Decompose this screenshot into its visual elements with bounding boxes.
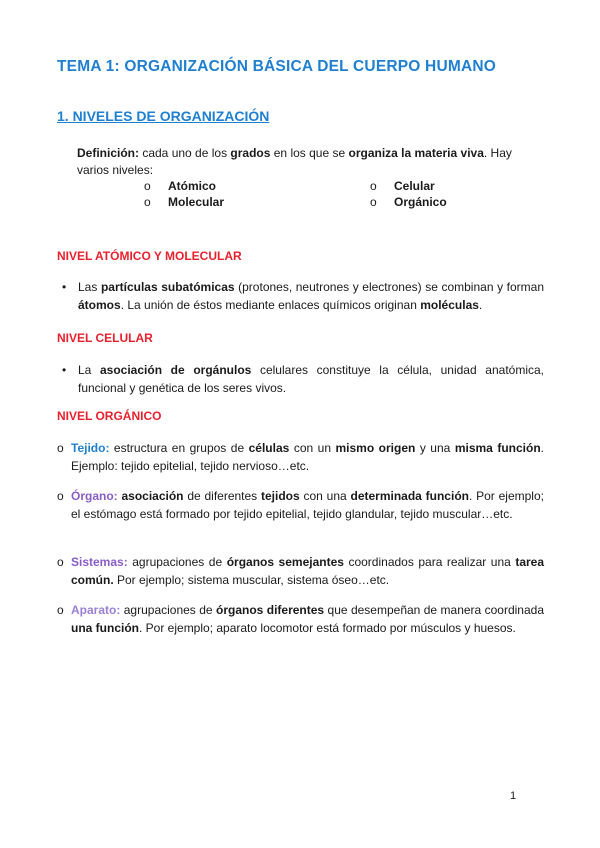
section-heading-organico: NIVEL ORGÁNICO [57,409,162,423]
level-label: Orgánico [394,195,447,209]
cellular-text: La asociación de orgánulos celulares constituye la célula, unidad anatómica, funcional y genética de los seres vivos. [78,363,545,395]
item-bullet: o [57,555,64,569]
aparato-text: Aparato: agrupaciones de órganos diferentes que desempeñan de manera coordinada una función. Por ejemplo; aparato locomotor está formado por músculos y huesos. [71,603,545,635]
level-bullet: o [144,179,151,193]
document-title: TEMA 1: ORGANIZACIÓN BÁSICA DEL CUERPO HUMANO [57,58,496,75]
item-bullet: o [57,489,64,503]
level-label: Atómico [168,179,216,193]
section-heading-atomico: NIVEL ATÓMICO Y MOLECULAR [57,249,242,263]
definition-text: cada uno de los [139,146,231,160]
cellular-bullet-item [62,361,544,397]
atomic-text: Las partículas subatómicas (protones, neutrones y electrones) se combinan y forman átomos. La unión de éstos mediante enlaces químicos originan moléculas. [78,280,544,312]
level-label: Molecular [168,195,225,209]
organic-item-sistemas [57,553,544,589]
section-heading-niveles: 1. NIVELES DE ORGANIZACIÓN [57,108,270,124]
definition-label: Definición: [77,146,139,160]
term-aparato: Aparato: [71,603,121,617]
definition-text: en los que se [270,146,349,160]
definition-paragraph [77,145,547,179]
level-bullet: o [370,179,377,193]
level-label: Celular [394,179,435,193]
term-tejido: Tejido: [71,441,110,455]
organic-item-organo [57,487,544,523]
page-number: 1 [510,790,517,802]
item-bullet: o [57,603,64,617]
bullet-dot: • [62,363,67,377]
section-heading-celular: NIVEL CELULAR [57,331,153,345]
organic-item-tejido [57,439,544,475]
term-sistemas: Sistemas: [71,555,128,569]
bullet-dot: • [62,280,67,294]
level-item-celular [370,179,435,193]
level-item-molecular [144,195,224,209]
atomic-bullet-item [62,278,544,314]
tejido-text: Tejido: estructura en grupos de células con un mismo origen y una misma función. Ejemplo: tejido epitelial, tejido nervioso…etc. [71,441,544,473]
sistemas-text: Sistemas: agrupaciones de órganos semejantes coordinados para realizar una tarea común. Por ejemplo; sistema muscular, sistema óseo…etc. [71,555,545,587]
definition-text: . Hay varios niveles: [77,146,512,177]
definition-bold: organiza la materia viva [348,146,484,160]
level-item-atomico [144,179,216,193]
level-item-organico [370,195,447,209]
term-organo: Órgano: [71,489,118,503]
organic-item-aparato [57,601,544,637]
level-bullet: o [144,195,151,209]
level-bullet: o [370,195,377,209]
definition-bold: grados [230,146,271,160]
item-bullet: o [57,441,64,455]
organo-text: Órgano: asociación de diferentes tejidos con una determinada función. Por ejemplo; el estómago está formado por tejido epitelial, tejido glandular, tejido muscular…etc. [71,489,544,521]
